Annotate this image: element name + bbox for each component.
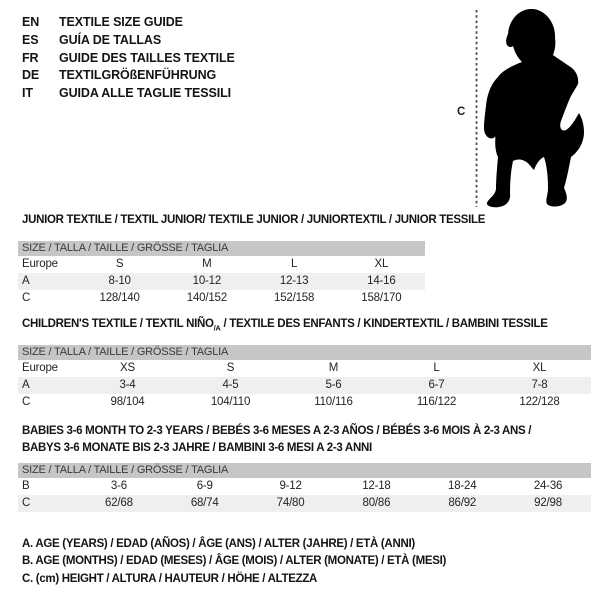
table-cell: 3-4 bbox=[119, 379, 136, 391]
junior-size-table bbox=[18, 241, 425, 307]
table-cell: S bbox=[226, 362, 235, 374]
height-marker-label: C bbox=[457, 106, 466, 118]
table-cell: L bbox=[433, 362, 440, 374]
section-title-babies-line1: BABIES 3-6 MONTH TO 2-3 YEARS / BEBÉS 3-6 MESES A 2-3 AÑOS / BÉBÉS 3-6 MOIS À 2-3 ANS / bbox=[22, 425, 532, 437]
table-cell: 128/140 bbox=[99, 292, 140, 304]
table-row bbox=[18, 360, 591, 377]
table-row bbox=[18, 273, 425, 290]
table-cell: 12-13 bbox=[279, 275, 309, 287]
table-cell: 68/74 bbox=[190, 497, 219, 509]
row-label: A bbox=[22, 275, 30, 287]
section-title-babies bbox=[22, 423, 531, 456]
table-cell: 10-12 bbox=[192, 275, 222, 287]
section-title-children-suffix: / TEXTILE DES ENFANTS / KINDERTEXTIL / BAMBINI TESSILE bbox=[220, 318, 548, 330]
table-row bbox=[18, 290, 425, 307]
language-label: GUIDA ALLE TAGLIE TESSILI bbox=[59, 86, 232, 101]
table-cell: 8-10 bbox=[108, 275, 131, 287]
table-cell: 98/104 bbox=[110, 396, 145, 408]
table-cell: 5-6 bbox=[325, 379, 342, 391]
table-cell: 110/116 bbox=[314, 396, 353, 408]
section-title-children bbox=[22, 318, 548, 332]
table-header-bar: SIZE / TALLA / TAILLE / GRÖSSE / TAGLIA bbox=[18, 345, 591, 360]
table-cell: 74/80 bbox=[276, 497, 305, 509]
row-label: Europe bbox=[22, 362, 58, 374]
language-code: EN bbox=[22, 15, 40, 29]
table-cell: 24-36 bbox=[533, 480, 563, 492]
footnote-a: A. AGE (YEARS) / EDAD (AÑOS) / ÂGE (ANS) / ALTER (JAHRE) / ETÀ (ANNI) bbox=[22, 538, 415, 550]
table-header-bar: SIZE / TALLA / TAILLE / GRÖSSE / TAGLIA bbox=[18, 241, 425, 256]
language-list bbox=[22, 14, 235, 103]
table-cell: 158/170 bbox=[361, 292, 402, 304]
language-code: DE bbox=[22, 68, 40, 83]
babies-size-table bbox=[18, 463, 591, 512]
section-title-children-sub: /A bbox=[213, 323, 221, 333]
table-row bbox=[18, 394, 591, 411]
row-label: B bbox=[22, 480, 30, 492]
table-cell: 104/110 bbox=[210, 396, 251, 408]
language-row-de bbox=[22, 67, 235, 85]
section-title-junior: JUNIOR TEXTILE / TEXTIL JUNIOR/ TEXTILE JUNIOR / JUNIORTEXTIL / JUNIOR TESSILE bbox=[22, 214, 486, 226]
table-cell: XL bbox=[374, 258, 389, 270]
row-label: C bbox=[22, 396, 31, 408]
section-title-children-prefix: CHILDREN'S TEXTILE / TEXTIL NIÑO bbox=[22, 318, 214, 330]
language-label: TEXTILE SIZE GUIDE bbox=[59, 15, 183, 29]
row-label: C bbox=[22, 292, 31, 304]
table-cell: 9-12 bbox=[279, 480, 302, 492]
language-row-es bbox=[22, 32, 235, 50]
table-cell: XS bbox=[120, 362, 135, 374]
table-cell: 152/158 bbox=[274, 292, 315, 304]
table-cell: 4-5 bbox=[222, 379, 239, 391]
table-cell: 12-18 bbox=[362, 480, 391, 492]
table-cell: XL bbox=[532, 362, 547, 374]
language-label: GUÍA DE TALLAS bbox=[59, 32, 162, 47]
table-cell: 3-6 bbox=[110, 480, 127, 492]
table-cell: 18-24 bbox=[448, 480, 477, 492]
table-cell: 80/86 bbox=[362, 497, 391, 509]
table-cell: L bbox=[291, 258, 298, 270]
footnote-b: B. AGE (MONTHS) / EDAD (MESES) / ÂGE (MOIS) / ALTER (MONATE) / ETÀ (MESI) bbox=[22, 555, 447, 568]
row-label: Europe bbox=[22, 258, 58, 270]
table-cell: 140/152 bbox=[186, 292, 227, 304]
table-cell: 122/128 bbox=[519, 396, 560, 408]
table-cell: 86/92 bbox=[448, 497, 477, 509]
language-row-it bbox=[22, 85, 235, 103]
table-row bbox=[18, 478, 591, 495]
table-header-bar: SIZE / TALLA / TAILLE / GRÖSSE / TAGLIA bbox=[18, 463, 591, 478]
table-cell: 14-16 bbox=[367, 275, 396, 287]
table-cell: M bbox=[328, 362, 339, 374]
language-code: FR bbox=[22, 50, 39, 65]
table-row bbox=[18, 377, 591, 394]
row-label: A bbox=[22, 379, 30, 391]
language-row-fr bbox=[22, 50, 235, 68]
toddler-outline bbox=[484, 9, 584, 207]
language-code: ES bbox=[22, 32, 39, 47]
table-cell: 62/68 bbox=[105, 497, 133, 509]
table-cell: S bbox=[115, 258, 124, 270]
table-cell: 116/122 bbox=[416, 396, 457, 408]
language-label: GUIDE DES TAILLES TEXTILE bbox=[59, 50, 235, 65]
language-row-en bbox=[22, 14, 235, 32]
table-cell: 92/98 bbox=[534, 497, 562, 509]
row-label: C bbox=[22, 497, 31, 509]
language-label: TEXTILGRÖßENFÜHRUNG bbox=[59, 68, 217, 83]
children-size-table bbox=[18, 345, 591, 411]
table-cell: M bbox=[202, 258, 212, 270]
table-cell: 6-9 bbox=[196, 480, 213, 492]
table-cell: 7-8 bbox=[531, 379, 548, 391]
table-row bbox=[18, 495, 591, 512]
footnotes bbox=[22, 536, 446, 588]
table-cell: 6-7 bbox=[428, 379, 445, 391]
footnote-c: C. (cm) HEIGHT / ALTURA / HAUTEUR / HÖHE / ALTEZZA bbox=[22, 572, 318, 585]
section-title-babies-line2: BABYS 3-6 MONATE BIS 2-3 JAHRE / BAMBINI 3-6 MESI A 2-3 ANNI bbox=[22, 441, 372, 454]
table-row bbox=[18, 256, 425, 273]
language-code: IT bbox=[22, 86, 33, 101]
